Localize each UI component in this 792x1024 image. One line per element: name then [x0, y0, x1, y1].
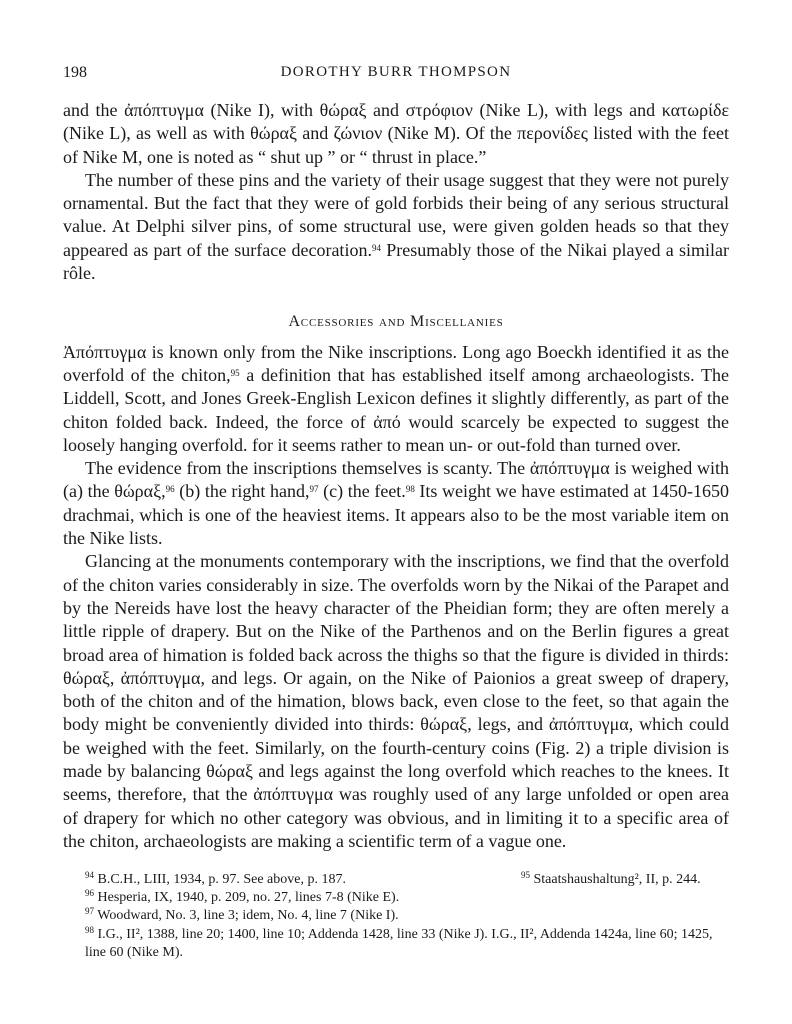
footnote-text: Hesperia, IX, 1940, p. 209, no. 27, lines 7-8 (Nike E). [97, 890, 400, 906]
footnote-marker: 94 [371, 242, 381, 253]
footnote-number: 97 [85, 906, 94, 917]
paragraph: and the ἀπόπτυγμα (Nike I), with θώραξ and στρόφιον (Nike L), with legs and κατωρίδε (Nike L), as well as with θώραξ and ζώνιον (Nike M). Of the περονίδες listed with the feet of Nike M, one is noted as “ shut up ” or “ thrust in place.” [63, 100, 729, 167]
running-head: DOROTHY BURR THOMPSON [280, 64, 512, 80]
footnote-number: 96 [85, 888, 94, 899]
paragraph [63, 341, 729, 457]
footnote-number: 95 [521, 870, 530, 880]
paragraph [63, 169, 729, 285]
footnote-marker: 97 [309, 484, 319, 495]
footnote-97 [63, 907, 729, 925]
footnote-text: Staatshaushaltung², II, p. 244. [533, 872, 701, 887]
paragraph-text: (b) the right hand, [174, 481, 310, 502]
footnote-marker: 98 [405, 484, 415, 495]
paragraph: Glancing at the monuments contemporary with the inscriptions, we find that the overfold of the chiton varies considerably in size. The overfolds worn by the Nikai of the Parapet and by the Nereids have lost the heavy character of the Pheidian form; they are often merely a little ripple of drapery. But on the Nike of the Parthenos and on the Berlin figures a great broad area of himation is folded back across the thighs so that the figure is divided in thirds: θώραξ, ἀπόπτυγμα, and legs. Or again, on the Nike of Paionios a great sweep of drapery, both of the chiton and of the himation, blows back, even close to the feet, so that again the body might be conveniently divided into thirds: θώραξ, legs, and ἀπόπτυγμα, which could be weighed with the feet. Similarly, on the fourth-century coins (Fig. 2) a triple division is made by balancing θώραξ and legs against the long overfold which reaches to the knees. It seems, therefore, that the ἀπόπτυγμα was roughly used of any large unfolded or open area of drapery for which no other category was obvious, and in limiting it to a specific area of the chiton, archaeologists are making a scientific term of a vague one. [63, 551, 729, 851]
footnote-94 [63, 871, 485, 889]
footnote-98 [63, 926, 729, 962]
paragraph-text: (c) the feet. [318, 481, 406, 502]
footnote-96 [63, 889, 729, 907]
paragraph-text: Presumably those of the Nikai played a similar rôle. [63, 239, 730, 284]
footnote-number: 98 [85, 924, 94, 935]
paragraph-text: a definition that has established itself among archaeologists. The Liddell, Scott, and Jones Greek-English Lexicon defines it slightly differently, as part of the chiton folded back. Indeed, the force of ἀπό would scarcely be expected to suggest the loosely hanging overfold. for it seems rather to mean un- or out-fold than turned over. [63, 364, 729, 455]
page-header [63, 64, 729, 84]
paragraph-text: Its weight we have estimated at 1450-1650 drachmai, which is one of the heaviest items. It appears also to be the most variable item on the Nike lists. [63, 481, 730, 549]
paragraph-text: Ἀπόπτυγμα is known only from the Nike inscriptions. Long ago Boeckh identified it as the overfold of the chiton, [63, 341, 729, 385]
footnote-number: 94 [85, 870, 94, 880]
paragraph [63, 457, 729, 550]
footnote-marker: 95 [230, 367, 240, 378]
page-number: 198 [63, 64, 87, 81]
body-text [63, 99, 729, 853]
paragraph-text: The number of these pins and the variety of their usage suggest that they were not purely ornamental. But the fact that they were of gold forbids their being of any serious structural value. At Delphi silver pins, of some structural use, were given golden heads so that they appeared as part of the surface decoration. [63, 169, 729, 260]
footnote-95 [485, 871, 701, 889]
footnote-text: Woodward, No. 3, line 3; idem, No. 4, line 7 (Nike I). [97, 908, 399, 924]
footnote-marker: 96 [165, 484, 175, 495]
section-heading: Accessories and Miscellanies [288, 313, 504, 331]
footnote-text: B.C.H., LIII, 1934, p. 97. See above, p. 187. [97, 872, 346, 887]
footnotes [63, 871, 729, 962]
footnote-text: I.G., II², 1388, line 20; 1400, line 10; Addenda 1428, line 33 (Nike J). I.G., II², Addenda 1424a, line 60; 1425, line 60 (Nike M). [85, 926, 713, 960]
paragraph-text: The evidence from the inscriptions themselves is scanty. The ἀπόπτυγμα is weighed with (a) the θώραξ, [63, 458, 729, 502]
footnote-row [63, 871, 729, 889]
